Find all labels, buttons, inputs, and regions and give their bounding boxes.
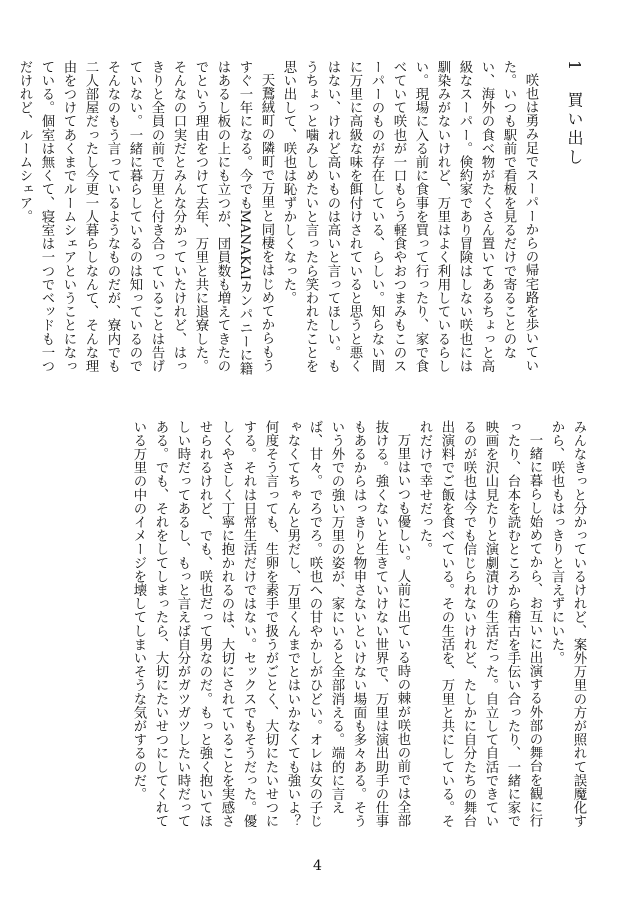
chapter-number: 1 bbox=[565, 60, 584, 74]
paragraph: 咲也は勇み足でスーパーからの帰宅路を歩いていた。いつも駅前で看板を見るだけで寄ることのない、海外の食べ物がたくさん置いてあるちょっと高級なスーパー。倹約家であり冒険はしない咲也には馴染みがないけれど、万里はよく利用しているらしい。現場に入る前に食事を買って行ったり、家で食べていて咲也が一口もらう軽食やおつまみもこのスーパーのものが存在している、らしい。知らない間に万里に高級な味を餌付けされていると思うと悪くはない、けれど高いものは高いと言ってほしい。もうちょっと噛みしめたいと言ったら笑われたことを思い出して、咲也は恥ずかしくなった。 bbox=[281, 60, 538, 373]
chapter-heading bbox=[559, 60, 589, 380]
chapter-title: 買い出し bbox=[565, 91, 584, 168]
paragraph: みんなきっと分かっているけれど、案外万里の方が照れて誤魔化すから、咲也もはっきりと言えずにいた。 bbox=[549, 420, 586, 828]
paragraph: 一緒に暮らし始めてから、お互いに出演する外部の舞台を観に行ったり、台本を読むところから稽古を手伝い合ったり、一緒に家で映画を沢山見たりと演劇漬けの生活だった。自立して自活できているのが咲也は今でも信じられないけれど、たしかに自分たちの舞台出演料でご飯を食べている。その生活を、万里と共にしている。それだけで幸せだった。 bbox=[417, 420, 542, 828]
upper-text-block bbox=[17, 60, 589, 380]
page-number: 4 bbox=[313, 858, 322, 874]
lower-text-block bbox=[44, 420, 589, 840]
paragraph: 万里はいつも優しい。人前に出ている時の棘が咲也の前では全部抜ける。強くないと生きていけない世界で、万里は演出助手の仕事もあるからはっきりと物申さないといけない場面も多々ある。そういう外での強い万里の姿が、家にいると全部消える。端的に言えば、甘々。でろでろ。咲也への甘やかしがひどい。オレは女の子じゃなくてちゃんと男だし、万里くんまでとはいかなくても強いよ？ 何度そう言っても、生卵を素手で扱うがごとく、大切にたいせつにする。それは日常生活だけではない。セックスでもそうだった。優しくやさしく丁寧に抱かれるのは、大切にされていることを実感させられるけれど、でも、咲也だって男なのだ。もっと強く抱いてほしい時だってあるし、もっと言えば自分がガツガツしたい時だってある。でも、それをしてしまったら、大切にたいせつにしてくれている万里の中のイメージを壊してしまいそうな気がするのだ。 bbox=[131, 420, 410, 842]
paragraph: 天鵞絨町の隣町で万里と同棲をはじめてからもうすぐ一年になる。今でもMANAKAIカンパニーに籍はあるし板の上にも立つが、団員数も増えてきたのでという理由をつけて去年、万里と共に退寮した。そんなの口実だとみんな分かっていたけれど、はっきりと全員の前で万里と付き合っていることは告げていない。一緒に暮らしているのは知っているのでそんなのもう言っているようなものだが、寮内でも二人部屋だったし今更一人暮らしなんて、そんな理由をつけてあくまでルームシェアということになっている。個室は無くて、寝室は一つでベッドも一つだけれど、ルームシェア。 bbox=[17, 60, 274, 376]
